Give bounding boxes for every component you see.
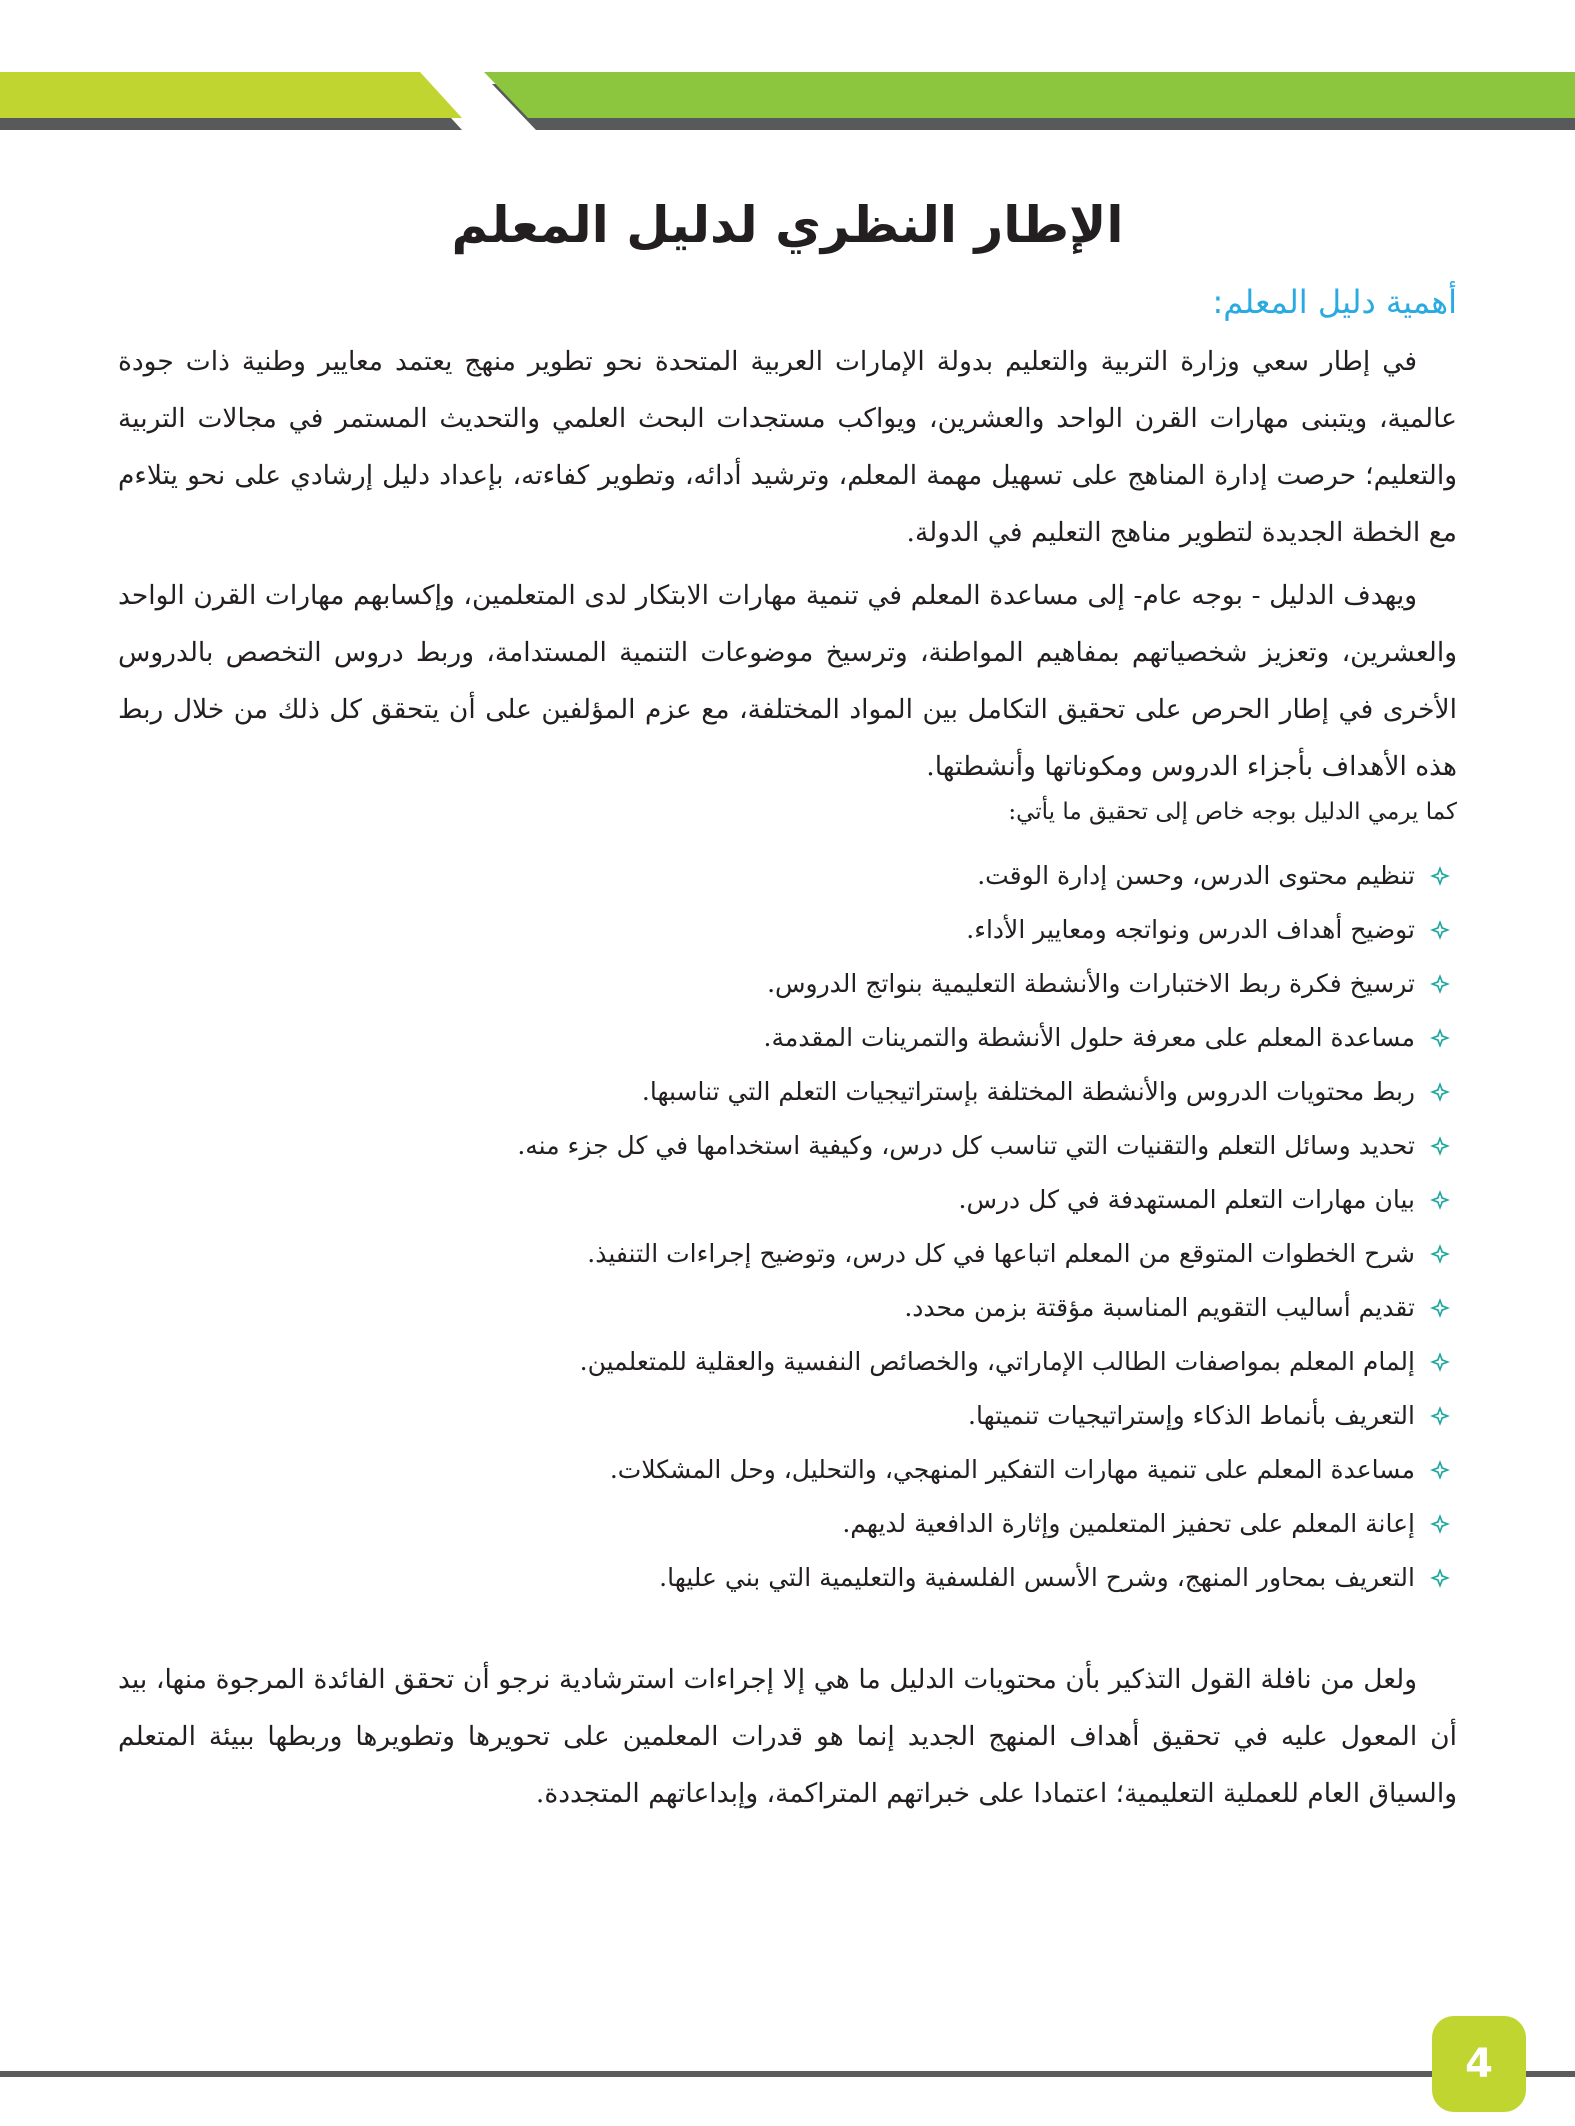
list-item-text: تحديد وسائل التعلم والتقنيات التي تناسب كل درس، وكيفية استخدامها في كل جزء منه.	[517, 1131, 1415, 1160]
list-item	[118, 1443, 1457, 1497]
list-item-text: مساعدة المعلم على تنمية مهارات التفكير المنهجي، والتحليل، وحل المشكلات.	[609, 1455, 1415, 1484]
star-bullet-icon	[1429, 1567, 1451, 1589]
list-item-text: ترسيخ فكرة ربط الاختبارات والأنشطة التعليمية بنواتج الدروس.	[767, 969, 1415, 998]
list-item	[118, 1173, 1457, 1227]
list-item	[118, 1281, 1457, 1335]
top-banner	[0, 0, 1575, 140]
star-bullet-icon	[1429, 865, 1451, 887]
list-item-text: توضيح أهداف الدرس ونواتجه ومعايير الأداء.	[966, 915, 1415, 944]
objectives-list	[118, 849, 1457, 1605]
star-bullet-icon	[1429, 1351, 1451, 1373]
list-item-text: مساعدة المعلم على معرفة حلول الأنشطة والتمرينات المقدمة.	[763, 1023, 1415, 1052]
list-item	[118, 1011, 1457, 1065]
star-bullet-icon	[1429, 1405, 1451, 1427]
goals-paragraph: ويهدف الدليل - بوجه عام- إلى مساعدة المعلم في تنمية مهارات الابتكار لدى المتعلمين، وإكسابهم مهارات القرن الواحد والعشرين، وتعزيز شخصياتهم بمفاهيم المواطنة، وترسيخ موضوعات التنمية المستدامة، وربط دروس التخصص بالدروس الأخرى في إطار الحرص على تحقيق التكامل بين المواد المختلفة، مع عزم المؤلفين على أن يتحقق كل ذلك من خلال ربط هذه الأهداف بأجزاء الدروس ومكوناتها وأنشطتها.	[118, 580, 1457, 782]
list-item-text: بيان مهارات التعلم المستهدفة في كل درس.	[958, 1185, 1415, 1214]
star-bullet-icon	[1429, 1027, 1451, 1049]
star-bullet-icon	[1429, 973, 1451, 995]
list-item-text: إلمام المعلم بمواصفات الطالب الإماراتي، والخصائص النفسية والعقلية للمتعلمين.	[579, 1347, 1415, 1376]
list-item	[118, 957, 1457, 1011]
list-item-text: تقديم أساليب التقويم المناسبة مؤقتة بزمن محدد.	[904, 1293, 1415, 1322]
list-item-text: ربط محتويات الدروس والأنشطة المختلفة بإستراتيجيات التعلم التي تناسبها.	[641, 1077, 1415, 1106]
footer-rule	[0, 2071, 1575, 2077]
banner-right-bar	[484, 72, 1575, 118]
list-item-text: التعريف بأنماط الذكاء وإستراتيجيات تنميتها.	[968, 1401, 1415, 1430]
list-item	[118, 1551, 1457, 1605]
list-item	[118, 1389, 1457, 1443]
list-item	[118, 1497, 1457, 1551]
list-item	[118, 1119, 1457, 1173]
star-bullet-icon	[1429, 1081, 1451, 1103]
star-bullet-icon	[1429, 1297, 1451, 1319]
star-bullet-icon	[1429, 1189, 1451, 1211]
star-bullet-icon	[1429, 1513, 1451, 1535]
page-title: الإطار النظري لدليل المعلم	[451, 196, 1124, 254]
list-item-text: تنظيم محتوى الدرس، وحسن إدارة الوقت.	[977, 861, 1415, 890]
list-item	[118, 1335, 1457, 1389]
page-number: 4	[1432, 2016, 1526, 2112]
list-item-text: شرح الخطوات المتوقع من المعلم اتباعها في كل درس، وتوضيح إجراءات التنفيذ.	[587, 1239, 1415, 1268]
list-item	[118, 849, 1457, 903]
page-body	[118, 283, 1457, 1822]
section-heading: أهمية دليل المعلم:	[1212, 283, 1457, 321]
star-bullet-icon	[1429, 1135, 1451, 1157]
list-item	[118, 1227, 1457, 1281]
star-bullet-icon	[1429, 1459, 1451, 1481]
closing-paragraph: ولعل من نافلة القول التذكير بأن محتويات الدليل ما هي إلا إجراءات استرشادية نرجو أن تحقق الفائدة المرجوة منها، بيد أن المعول عليه في تحقيق أهداف المنهج الجديد إنما هو قدرات المعلمين على تحويرها وتطويرها وربطها ببيئة المتعلم والسياق العام للعملية التعليمية؛ اعتمادا على خبراتهم المتراكمة، وإبداعاتهم المتجددة.	[118, 1664, 1457, 1809]
list-item-text: التعريف بمحاور المنهج، وشرح الأسس الفلسفية والتعليمية التي بني عليها.	[659, 1563, 1415, 1592]
star-bullet-icon	[1429, 1243, 1451, 1265]
list-item	[118, 1065, 1457, 1119]
intro-paragraph: في إطار سعي وزارة التربية والتعليم بدولة الإمارات العربية المتحدة نحو تطوير منهج يعتمد معايير وطنية ذات جودة عالمية، ويتبنى مهارات القرن الواحد والعشرين، ويواكب مستجدات البحث العلمي والتحديث المستمر في مجالات التربية والتعليم؛ حرصت إدارة المناهج على تسهيل مهمة المعلم، وترشيد أدائه، وتطوير كفاءته، بإعداد دليل إرشادي على نحو يتلاءم مع الخطة الجديدة لتطوير مناهج التعليم في الدولة.	[118, 346, 1457, 548]
banner-left-bar	[0, 72, 462, 118]
star-bullet-icon	[1429, 919, 1451, 941]
list-item-text: إعانة المعلم على تحفيز المتعلمين وإثارة الدافعية لديهم.	[842, 1509, 1415, 1538]
list-intro: كما يرمي الدليل بوجه خاص إلى تحقيق ما يأتي:	[1008, 799, 1457, 825]
list-item	[118, 903, 1457, 957]
